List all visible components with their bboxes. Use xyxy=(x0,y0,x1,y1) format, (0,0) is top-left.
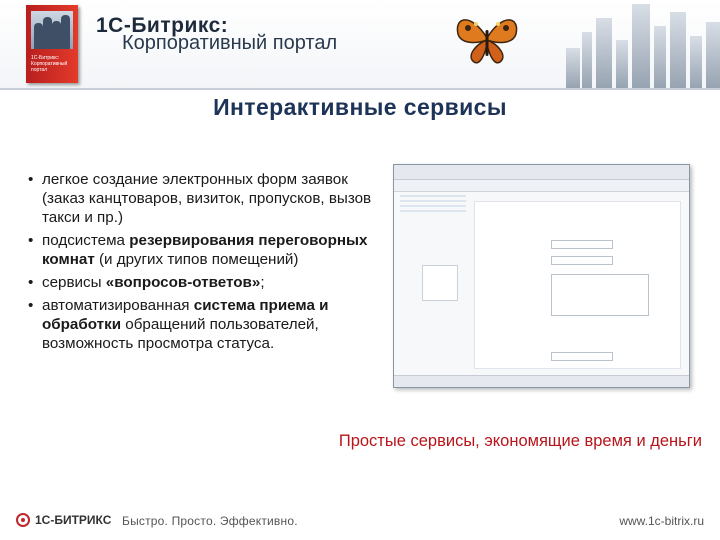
team-photo xyxy=(31,11,73,49)
list-item: • сервисы «вопросов-ответов»; xyxy=(26,273,386,292)
footer-slogan: Быстро. Просто. Эффективно. xyxy=(122,514,298,528)
tagline: Простые сервисы, экономящие время и деньги xyxy=(338,432,702,450)
footer-url[interactable]: www.1c-bitrix.ru xyxy=(619,514,704,528)
butterfly-icon xyxy=(452,8,522,68)
browser-toolbar xyxy=(394,180,689,192)
slide-title: Интерактивные сервисы xyxy=(213,94,507,120)
sidebar-note xyxy=(422,265,458,301)
screenshot-sidebar xyxy=(400,195,466,215)
browser-status-bar xyxy=(394,375,689,387)
list-item: • подсистема резервирования переговорных комнат (и других типов помещений) xyxy=(26,231,386,269)
feature-list xyxy=(26,170,386,357)
portal-screenshot xyxy=(393,164,690,388)
box-label: 1С-Битрикс: Корпоративный портал xyxy=(31,55,68,73)
bitrix-logo-icon xyxy=(16,513,30,527)
slide-footer xyxy=(0,500,720,540)
bitrix-logo xyxy=(16,513,111,527)
browser-address-bar xyxy=(394,165,689,180)
city-skyline-image xyxy=(560,0,720,88)
brand-subtitle: Корпоративный портал xyxy=(122,32,338,54)
slide-header xyxy=(0,0,720,88)
screenshot-form xyxy=(474,201,681,369)
list-item: • автоматизированная система приема и обработки обращений пользователей, возможность просмотра статуса. xyxy=(26,296,386,353)
product-box-image xyxy=(26,5,78,83)
brand-title: 1С-Битрикс: xyxy=(96,14,229,37)
logo-text: 1С-БИТРИКС xyxy=(35,513,112,527)
list-item: • легкое создание электронных форм заявок (заказ канцтоваров, визиток, пропусков, вызов такси и пр.) xyxy=(26,170,386,227)
header-divider xyxy=(0,88,720,90)
